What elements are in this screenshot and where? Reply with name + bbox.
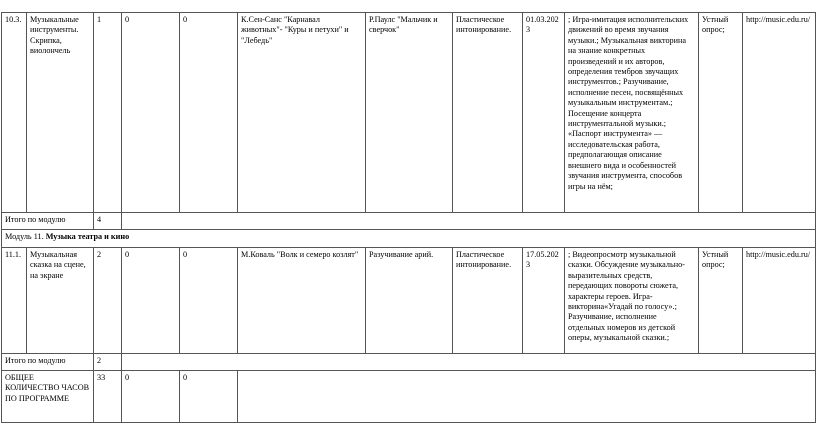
hours-control: 0: [122, 248, 180, 354]
resource-link[interactable]: http://music.edu.ru/: [743, 248, 816, 354]
grand-total-hours: 33: [94, 371, 122, 423]
subtotal-label: Итого по модулю: [2, 213, 94, 230]
lesson-topic: Музыкальные инструменты. Скрипка, виолончель: [27, 13, 94, 213]
grand-total-label: ОБЩЕЕ КОЛИЧЕСТВО ЧАСОВ ПО ПРОГРАММЕ: [2, 371, 94, 423]
subtotal-value: 4: [94, 213, 122, 230]
singing-repertoire: Р.Паулс "Мальчик и сверчок": [366, 13, 453, 213]
activity-types: ; Видеопросмотр музыкальной сказки. Обсуждение музыкально-выразительных средств, передающих повороты сюжета, характеры героев. Игра-викторина«Угадай по голосу».; Разучивание, исполнение отдельных номеров из детской оперы, музыкальной сказки.;: [565, 248, 699, 354]
grand-total-row: [2, 371, 816, 423]
table-row: [2, 248, 816, 354]
resource-link[interactable]: http://music.edu.ru/: [743, 13, 816, 213]
lesson-topic: Музыкальная сказка на сцене, на экране: [27, 248, 94, 354]
lesson-number: 10.3.: [2, 13, 27, 213]
hours-total: 1: [94, 13, 122, 213]
grand-control-hours: 0: [122, 371, 180, 423]
table-row: [2, 13, 816, 213]
empty-cell: [122, 213, 816, 230]
module-subtotal-row: [2, 213, 816, 230]
subtotal-value: 2: [94, 354, 122, 371]
module-subtotal-row: [2, 354, 816, 371]
subtotal-label: Итого по модулю: [2, 354, 94, 371]
empty-cell: [122, 354, 816, 371]
hours-control: 0: [122, 13, 180, 213]
instrumental-activity: Пластическое интонирование.: [453, 248, 523, 354]
empty-cell: [238, 371, 816, 423]
assessment-form: Устный опрос;: [699, 13, 743, 213]
instrumental-activity: Пластическое интонирование.: [453, 13, 523, 213]
grand-practice-hours: 0: [180, 371, 238, 423]
hours-practice: 0: [180, 248, 238, 354]
singing-repertoire: Разучивание арий.: [366, 248, 453, 354]
activity-types: ; Игра-имитация исполнительских движений во время звучания музыки.; Музыкальная викторина на знание конкретных произведений и их авторов, определения тембров звучащих инструментов.; Разучивание, исполнение песен, посвящённых музыкальным инструментам.; Посещение концерта инструментальной музыки.; «Паспорт инструмента» — исследовательская работа, предполагающая описание внешнего вида и особенностей звучания инструмента, способов игры на нём;: [565, 13, 699, 213]
hours-practice: 0: [180, 13, 238, 213]
module-title: Музыка театра и кино: [45, 232, 130, 241]
study-date: 17.05.2023: [523, 248, 565, 354]
assessment-form: Устный опрос;: [699, 248, 743, 354]
curriculum-table: [1, 12, 816, 423]
module-header-row: [2, 230, 816, 248]
module-prefix: Модуль 11.: [5, 232, 46, 241]
module-title-cell: [2, 230, 816, 248]
listening-repertoire: М.Коваль "Волк и семеро козлят": [238, 248, 366, 354]
listening-repertoire: К.Сен-Санс "Карнавал животных"- "Куры и петухи" и "Лебедь": [238, 13, 366, 213]
hours-total: 2: [94, 248, 122, 354]
study-date: 01.03.2023: [523, 13, 565, 213]
lesson-number: 11.1.: [2, 248, 27, 354]
